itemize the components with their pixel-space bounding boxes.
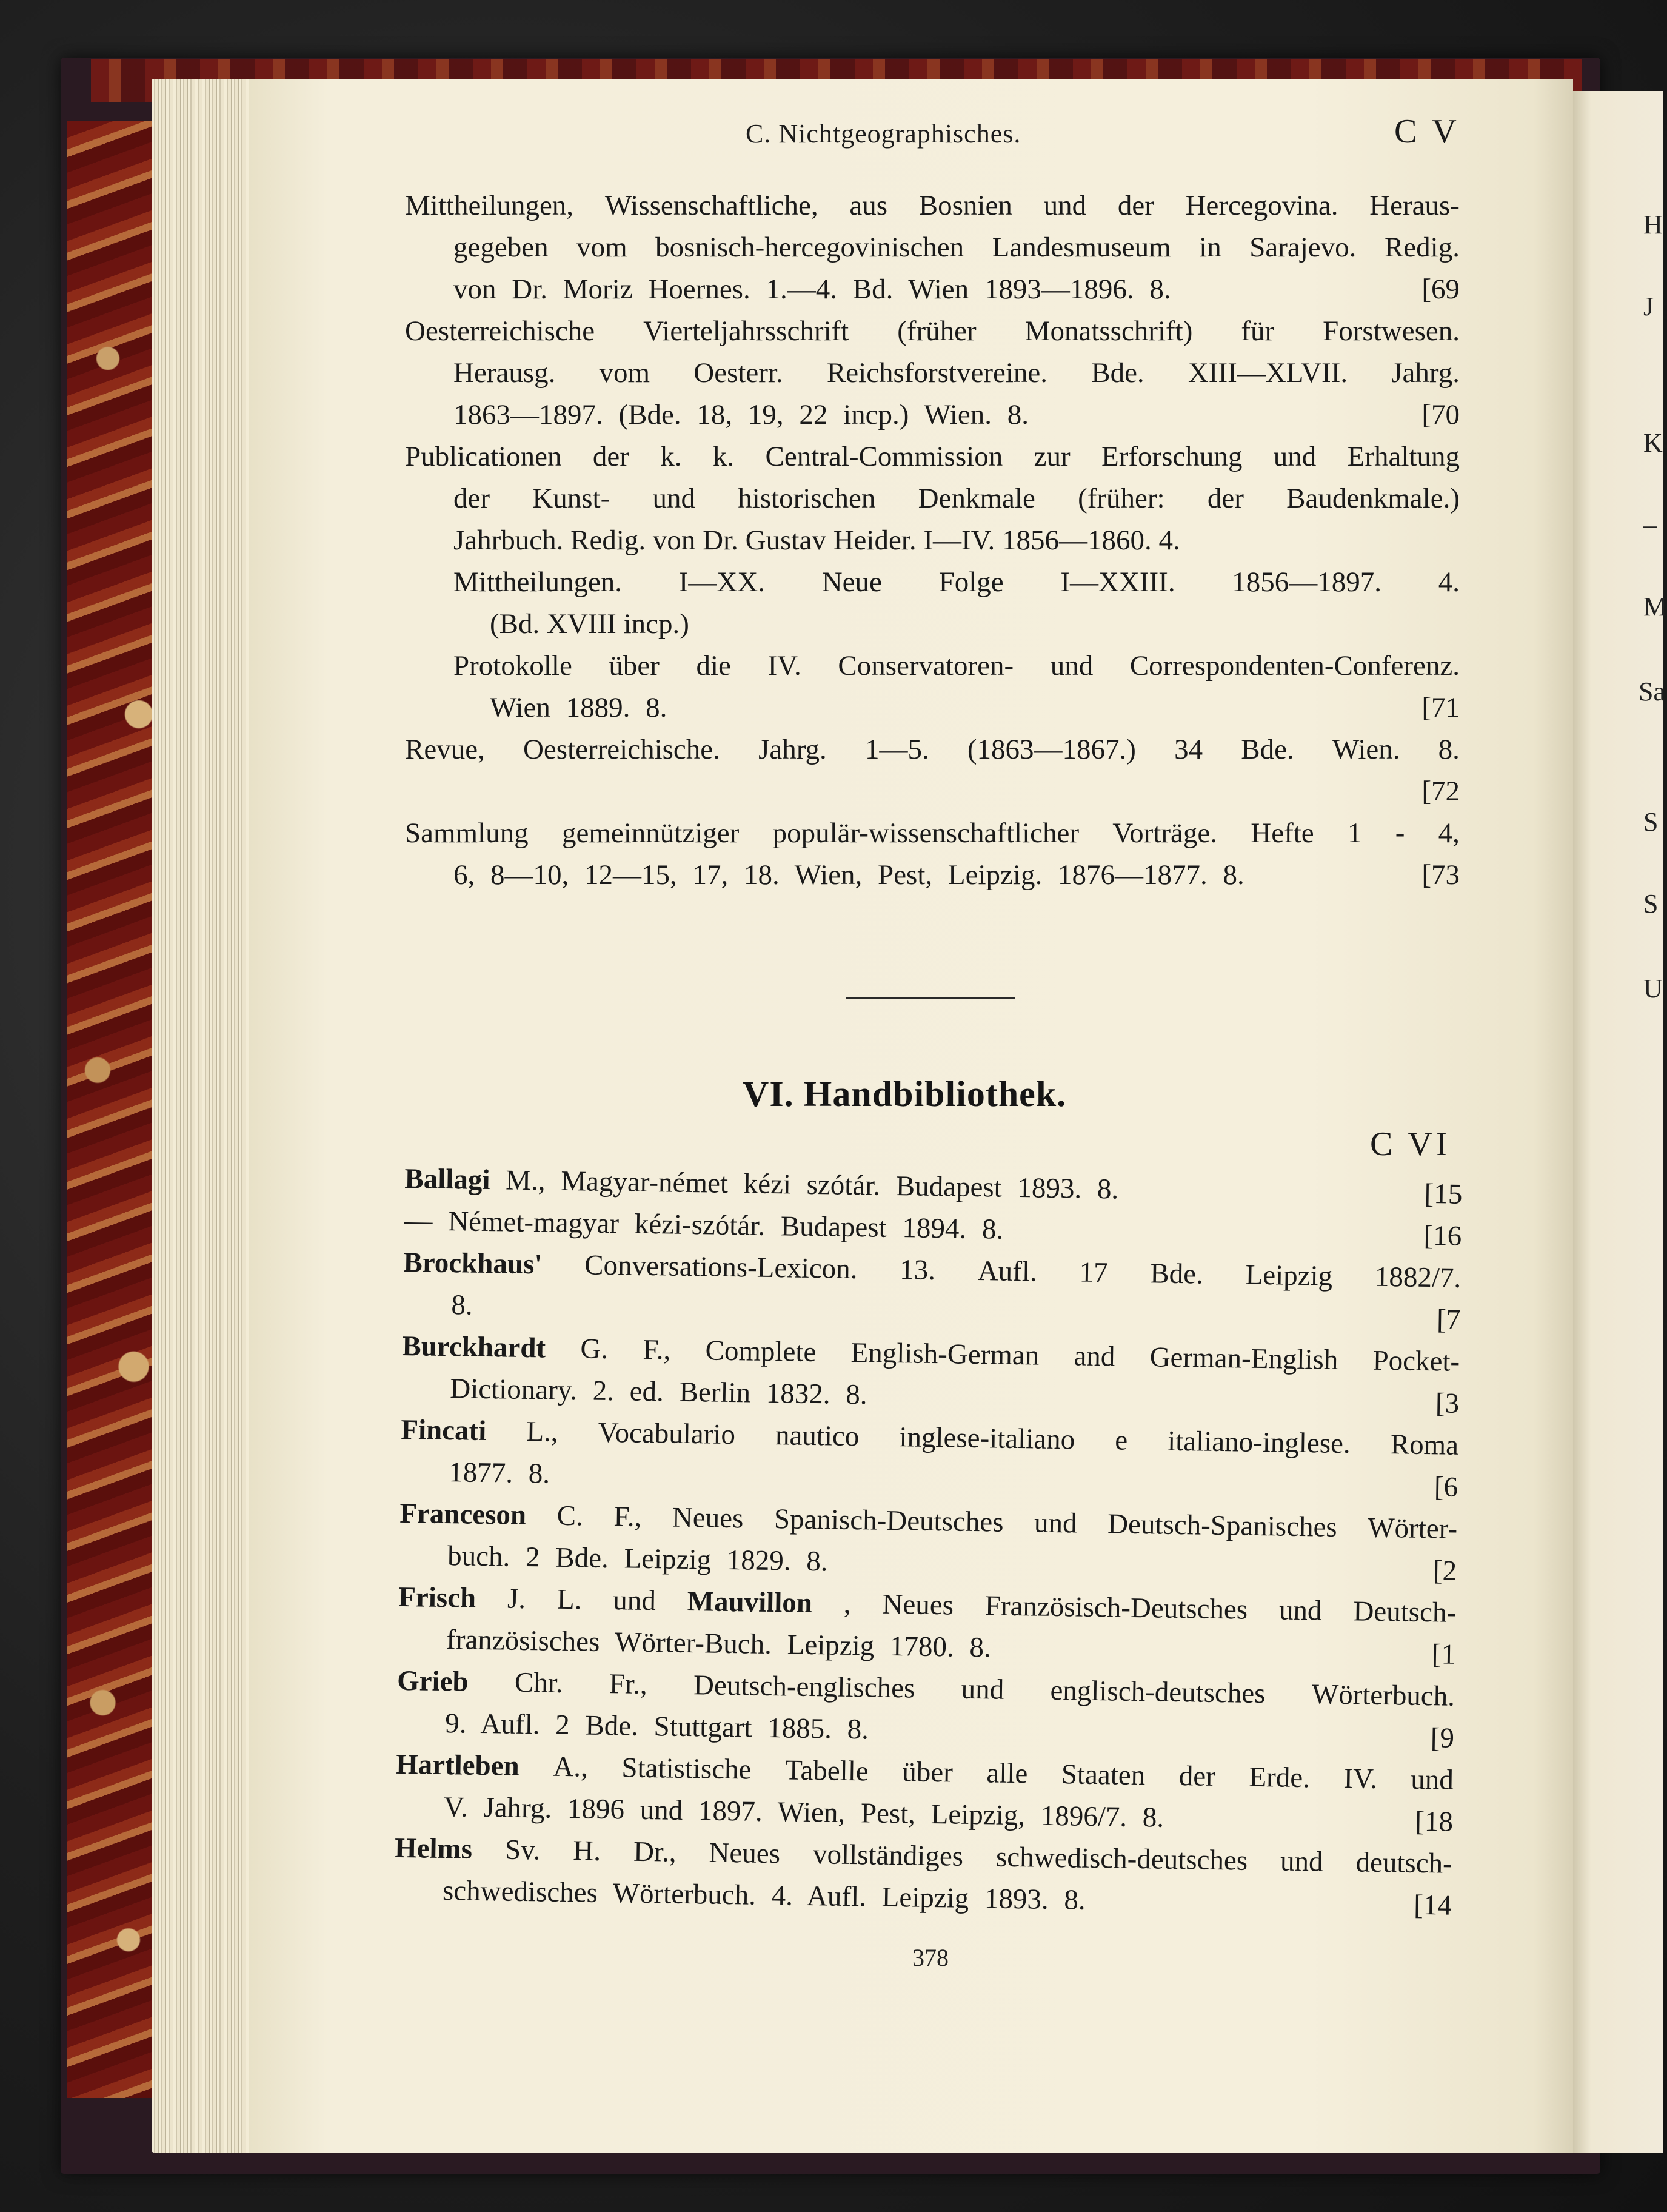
- author-name: Frisch: [398, 1581, 476, 1614]
- entry-number: [69: [1421, 273, 1460, 305]
- running-code: C V: [1394, 113, 1460, 150]
- entry-word: -: [1395, 817, 1405, 849]
- entry-text: (Bd. XVIII incp.): [490, 608, 689, 640]
- entry-text: V. Jahrg. 1896 und 1897. Wien, Pest, Leipzig, 1896/7. 8.: [443, 1791, 1164, 1834]
- entry-word: über: [901, 1756, 954, 1789]
- entry-word: in: [1199, 232, 1221, 263]
- entry-word: 4.: [1438, 566, 1460, 598]
- entry-word: zur: [1034, 441, 1071, 472]
- line-text: [405, 436, 1460, 478]
- entry-word: und: [612, 1584, 656, 1617]
- entry-word: und: [1411, 1763, 1454, 1796]
- entry-word: Wörterbuch.: [1311, 1678, 1455, 1712]
- entry-word: die: [696, 650, 731, 682]
- entry-word: I—XXIII.: [1060, 566, 1175, 598]
- entry-word: Kunst-: [532, 483, 610, 514]
- entry-word: Fr.,: [609, 1668, 648, 1701]
- author-name: Mauvillon: [687, 1585, 813, 1620]
- entry-word: Vierteljahrsschrift: [643, 315, 849, 347]
- entry-word: 8.: [1438, 734, 1460, 765]
- bibliography-line: [405, 729, 1460, 771]
- bibliography-line: [405, 227, 1460, 269]
- entry-text: Jahrbuch. Redig. von Dr. Gustav Heider. I—IV. 1856—1860. 4.: [453, 525, 1180, 556]
- next-page-edge: [1573, 91, 1667, 2153]
- section-code: C VI: [1370, 1125, 1451, 1163]
- entry-word: Jahrg.: [758, 734, 827, 765]
- entry-word: Deutsch-englisches: [693, 1669, 915, 1704]
- section-1-entries: [405, 185, 1460, 896]
- entry-word: Landesmuseum: [992, 232, 1171, 263]
- running-head: C. Nichtgeographisches.: [746, 119, 1021, 149]
- entry-word: F.,: [643, 1333, 671, 1366]
- entry-word: Sv.: [504, 1834, 541, 1866]
- entry-word: und: [961, 1673, 1004, 1706]
- entry-word: Baudenkmale.): [1286, 483, 1460, 514]
- entry-word: Deutsch-Spanisches: [1107, 1508, 1338, 1543]
- entry-word: Redig.: [1384, 232, 1460, 263]
- entry-word: über: [609, 650, 660, 682]
- line-text: [453, 394, 1397, 436]
- entry-text: schwedisches Wörterbuch. 4. Aufl. Leipzig 1893. 8.: [442, 1875, 1086, 1916]
- bibliography-line: [405, 352, 1460, 394]
- entry-word: Oesterreichische: [405, 315, 595, 347]
- entry-word: IV.: [1343, 1763, 1378, 1795]
- entry-word: Bde.: [1241, 734, 1294, 765]
- entry-word: populär-wissenschaftlicher: [772, 817, 1080, 849]
- author-name: Ballagi: [404, 1162, 490, 1196]
- entry-text: buch. 2 Bde. Leipzig 1829. 8.: [447, 1540, 828, 1578]
- entry-word: (früher:: [1078, 483, 1165, 514]
- entry-word: J.: [507, 1583, 526, 1615]
- bibliography-line: [405, 561, 1460, 603]
- line-text: [405, 185, 1460, 227]
- entry-word: Hercegovina.: [1185, 190, 1338, 221]
- entry-word: und: [1273, 441, 1317, 472]
- entry-word: Heraus-: [1369, 190, 1460, 221]
- entry-word: Staaten: [1061, 1758, 1146, 1792]
- entry-word: bosnisch-hercegovinischen: [655, 232, 964, 263]
- entry-word: vom: [599, 357, 650, 389]
- entry-word: 4,: [1438, 817, 1460, 849]
- entry-word: der: [592, 441, 629, 472]
- entry-word: 17: [1079, 1256, 1108, 1289]
- entry-number: [73: [1421, 859, 1460, 891]
- entry-number: [1: [1431, 1638, 1456, 1671]
- entry-text: Wien 1889. 8.: [490, 692, 667, 723]
- next-page-letter: –: [1643, 510, 1657, 540]
- entry-word: English-German: [850, 1336, 1040, 1372]
- entry-number: [18: [1414, 1805, 1454, 1838]
- entry-word: Jahrg.: [1391, 357, 1460, 389]
- entry-text: 8.: [451, 1289, 473, 1321]
- line-text: [405, 729, 1460, 771]
- entry-word: and: [1074, 1340, 1115, 1373]
- entry-word: aus: [849, 190, 888, 221]
- entry-text: Dictionary. 2. ed. Berlin 1832. 8.: [449, 1373, 867, 1411]
- entry-word: Conversations-Lexicon.: [584, 1249, 858, 1285]
- entry-word: H.: [572, 1835, 601, 1867]
- line-text: [405, 310, 1460, 352]
- entry-word: Complete: [705, 1335, 817, 1369]
- entry-number: [15: [1424, 1178, 1463, 1210]
- entry-word: Neues: [709, 1837, 781, 1870]
- entry-word: Hefte: [1251, 817, 1314, 849]
- next-page-letter: Sa: [1639, 677, 1665, 706]
- entry-word: Mittheilungen,: [405, 190, 574, 221]
- bibliography-line: [405, 185, 1460, 227]
- entry-word: vom: [576, 232, 627, 263]
- entry-word: F.,: [613, 1501, 642, 1533]
- entry-number: [7: [1436, 1304, 1461, 1336]
- entry-word: vollständiges: [812, 1838, 964, 1872]
- entry-word: Wien.: [1332, 734, 1400, 765]
- entry-word: XIII—XLVII.: [1188, 357, 1348, 389]
- entry-word: der: [1207, 483, 1244, 514]
- author-name: Grieb: [396, 1664, 469, 1698]
- entry-word: nautico: [775, 1419, 860, 1453]
- entry-word: und: [652, 483, 695, 514]
- entry-word: Spanisch-Deutsches: [773, 1503, 1004, 1538]
- entry-word: Neue: [821, 566, 882, 598]
- entry-word: Leipzig: [1245, 1259, 1333, 1292]
- entry-word: Correspondenten-Conferenz.: [1129, 650, 1460, 682]
- entry-word: Monatsschrift): [1024, 315, 1193, 347]
- entry-word: Roma: [1390, 1429, 1459, 1461]
- entry-word: Neues: [672, 1501, 744, 1535]
- entry-word: Aufl.: [977, 1255, 1038, 1288]
- entry-word: Revue,: [405, 734, 485, 765]
- entry-word: Protokolle: [453, 650, 572, 682]
- entry-word: schwedisch-deutsches: [995, 1841, 1248, 1877]
- entry-word: 34: [1174, 734, 1203, 765]
- entry-word: für: [1241, 315, 1275, 347]
- entry-word: Publicationen: [405, 441, 562, 472]
- entry-word: italiano-inglese.: [1167, 1425, 1351, 1460]
- entry-word: Neues: [882, 1588, 954, 1621]
- entry-word: 1856—1897.: [1232, 566, 1382, 598]
- entry-word: Bde.: [1149, 1258, 1204, 1290]
- entry-word: Forstwesen.: [1323, 315, 1460, 347]
- page-edges: [152, 79, 261, 2153]
- bibliography-line: [405, 603, 1460, 645]
- entry-word: Deutsch-: [1353, 1595, 1457, 1629]
- line-text: [453, 269, 1397, 310]
- next-page-letter: H: [1643, 210, 1663, 240]
- entry-word: gemeinnütziger: [561, 817, 740, 849]
- entry-word: Herausg.: [453, 357, 556, 389]
- entry-number: [9: [1430, 1722, 1455, 1754]
- bibliography-line: [405, 854, 1460, 896]
- entry-word: 1—5.: [864, 734, 929, 765]
- line-text: [453, 854, 1397, 896]
- entry-word: Vocabulario: [598, 1416, 736, 1451]
- entry-word: Central-Commission: [765, 441, 1003, 472]
- entry-word: englisch-deutsches: [1050, 1674, 1266, 1710]
- entry-word: Wörter-: [1367, 1512, 1458, 1545]
- entry-word: 13.: [899, 1254, 936, 1286]
- entry-word: I—XX.: [678, 566, 766, 598]
- line-text: [453, 227, 1460, 269]
- entry-word: Wissenschaftliche,: [604, 190, 818, 221]
- entry-word: e: [1114, 1424, 1128, 1456]
- entry-word: (1863—1867.): [967, 734, 1136, 765]
- entry-word: Sammlung: [405, 817, 529, 849]
- entry-word: C.: [556, 1500, 584, 1532]
- entry-word: der: [1117, 190, 1154, 221]
- entry-word: Conservatoren-: [838, 650, 1014, 682]
- bibliography-line: [405, 436, 1460, 478]
- entry-text: 1863—1897. (Bde. 18, 19, 22 incp.) Wien. 8.: [453, 399, 1029, 431]
- author-name: Fincati: [400, 1413, 487, 1447]
- entry-number: [16: [1423, 1219, 1462, 1252]
- bibliography-line: [405, 394, 1460, 436]
- entry-word: Denkmale: [918, 483, 1035, 514]
- entry-word: Bde.: [1091, 357, 1144, 389]
- entry-word: Sarajevo.: [1249, 232, 1357, 263]
- line-text: [453, 478, 1460, 520]
- entry-word: Vorträge.: [1112, 817, 1218, 849]
- line-text: [405, 771, 1397, 813]
- entry-word: und: [1050, 650, 1094, 682]
- entry-word: Erhaltung: [1347, 441, 1460, 472]
- entry-word: Erde.: [1249, 1761, 1311, 1794]
- entry-word: L.: [556, 1583, 582, 1616]
- author-name: Brockhaus': [403, 1246, 543, 1281]
- next-page-letter: S: [1643, 889, 1659, 919]
- next-page-letter: J: [1643, 292, 1654, 321]
- author-name: Hartleben: [395, 1748, 520, 1782]
- entry-word: Oesterr.: [693, 357, 783, 389]
- entry-word: IV.: [767, 650, 801, 682]
- next-page-letter: U: [1643, 974, 1663, 1004]
- entry-word: Erforschung: [1101, 441, 1243, 472]
- entry-word: Tabelle: [784, 1754, 869, 1788]
- author-name: Franceson: [399, 1497, 527, 1532]
- entry-word: und: [1278, 1594, 1322, 1627]
- entry-word: Pocket-: [1372, 1344, 1460, 1378]
- line-text: [490, 687, 1397, 729]
- entry-text: 6, 8—10, 12—15, 17, 18. Wien, Pest, Leipzig. 1876—1877. 8.: [453, 859, 1244, 891]
- entry-word: historischen: [738, 483, 876, 514]
- author-name: Helms: [394, 1832, 473, 1865]
- section-2-entries: [394, 1158, 1463, 1927]
- entry-number: [71: [1421, 692, 1460, 723]
- entry-number: [6: [1434, 1471, 1458, 1503]
- next-page-letter: M: [1643, 592, 1667, 622]
- entry-word: Oesterreichische.: [523, 734, 720, 765]
- bibliography-line: [405, 478, 1460, 520]
- author-name: Burckhardt: [402, 1330, 546, 1364]
- entry-word: k.: [712, 441, 735, 472]
- entry-word: und: [1043, 190, 1087, 221]
- entry-word: Bosnien: [918, 190, 1012, 221]
- line-text: [405, 813, 1460, 854]
- entry-text: — Német-magyar kézi-szótár. Budapest 1894. 8.: [404, 1204, 1004, 1245]
- entry-word: G.: [580, 1333, 609, 1366]
- entry-word: 1882/7.: [1374, 1261, 1462, 1294]
- line-text: [490, 603, 1460, 645]
- entry-word: Reichsforstvereine.: [826, 357, 1048, 389]
- entry-word: gegeben: [453, 232, 549, 263]
- entry-word: Folge: [938, 566, 1004, 598]
- entry-text: 1877. 8.: [448, 1456, 550, 1490]
- entry-word: ,: [843, 1587, 852, 1620]
- bibliography-line: [405, 310, 1460, 352]
- entry-text: französisches Wörter-Buch. Leipzig 1780. 8.: [446, 1624, 992, 1664]
- entry-text: M., Magyar-német kézi szótár. Budapest 1893. 8.: [490, 1164, 1119, 1205]
- entry-word: 1: [1347, 817, 1362, 849]
- entry-number: [2: [1432, 1555, 1457, 1587]
- bibliography-line: [405, 269, 1460, 310]
- entry-number: [14: [1413, 1889, 1452, 1922]
- bibliography-line: [405, 771, 1460, 813]
- entry-word: Dr.,: [633, 1835, 676, 1868]
- entry-word: der: [1178, 1760, 1216, 1792]
- bibliography-line: [405, 813, 1460, 854]
- entry-word: A.,: [553, 1751, 589, 1783]
- line-text: [453, 645, 1460, 687]
- entry-word: und: [1280, 1845, 1323, 1878]
- section-title: VI. Handbibliothek.: [743, 1074, 1067, 1114]
- line-text: [453, 561, 1460, 603]
- next-page-letter: K: [1643, 428, 1663, 458]
- entry-word: Mittheilungen.: [453, 566, 623, 598]
- entry-word: k.: [660, 441, 682, 472]
- entry-word: Französisch-Deutsches: [984, 1590, 1248, 1626]
- line-text: [453, 520, 1460, 561]
- entry-word: Chr.: [514, 1666, 564, 1699]
- entry-word: alle: [986, 1757, 1028, 1790]
- entry-number: [3: [1435, 1387, 1460, 1419]
- bibliography-line: [405, 645, 1460, 687]
- bibliography-line: [405, 687, 1460, 729]
- entry-word: (früher: [897, 315, 977, 347]
- entry-word: und: [1034, 1507, 1077, 1540]
- page-number: 378: [912, 1944, 949, 1971]
- bibliography-line: [405, 520, 1460, 561]
- entry-word: Statistische: [621, 1752, 752, 1786]
- line-text: [453, 352, 1460, 394]
- entry-word: deutsch-: [1355, 1846, 1453, 1880]
- next-page-letter: S: [1643, 807, 1659, 837]
- entry-number: [72: [1421, 776, 1460, 807]
- section-divider-rule: [846, 997, 1015, 999]
- entry-word: German-English: [1149, 1341, 1338, 1376]
- entry-word: inglese-italiano: [899, 1421, 1075, 1456]
- entry-word: der: [453, 483, 490, 514]
- entry-text: von Dr. Moriz Hoernes. 1.—4. Bd. Wien 1893—1896. 8.: [453, 273, 1171, 305]
- entry-text: 9. Aufl. 2 Bde. Stuttgart 1885. 8.: [444, 1708, 869, 1746]
- entry-word: L.,: [526, 1416, 559, 1448]
- entry-number: [70: [1421, 399, 1460, 431]
